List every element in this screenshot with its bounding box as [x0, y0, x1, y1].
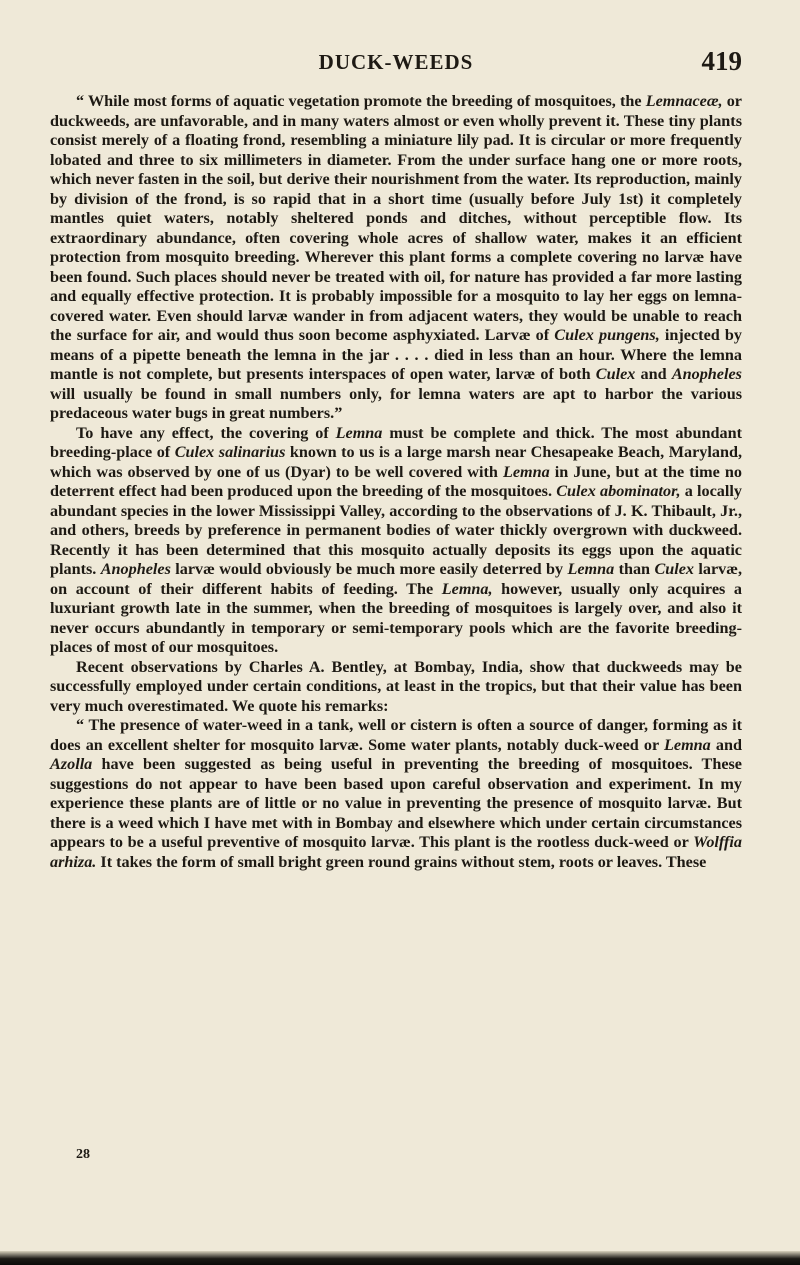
text-run: known to us is a large marsh near Chesapeake Beach, Maryland, which was observed by one of us (Dyar) to be well covered with	[50, 443, 742, 481]
text-run: will usually be found in small numbers only, for lemna waters are apt to harbor the various predaceous water bugs in great numbers.”	[50, 384, 742, 422]
text-run: than	[614, 560, 655, 578]
italic-term: Lemna	[502, 462, 550, 481]
italic-term: Lemnaceæ,	[645, 92, 723, 110]
text-run: however, usually only acquires a luxuriant growth late in the summer, when the breeding of mosquitoes is largely over, and also it never occurs abundantly in temporary or semi-temporary pools which are the favorite breeding-places of most of our mosquitoes.	[50, 579, 743, 656]
italic-term: Lemna	[664, 735, 711, 754]
text-run: “ The presence of water-weed in a tank, well or cistern is often a source of danger, forming as it does an excellent shelter for mosquito larvæ. Some water plants, notably duck-weed or	[50, 716, 742, 754]
italic-term: Lemna,	[441, 579, 493, 598]
italic-term: Azolla	[50, 755, 93, 773]
page-number: 419	[701, 46, 742, 76]
text-run: To have any effect, the covering of	[76, 423, 336, 442]
paragraph	[50, 424, 742, 658]
italic-term: Culex	[595, 365, 636, 383]
paragraph	[50, 716, 742, 872]
text-run: larvæ would obviously be much more easily deterred by	[170, 560, 568, 578]
italic-term: Anopheles	[100, 560, 171, 578]
italic-term: Wolffia arhiza.	[50, 833, 742, 871]
text-run: must be complete and thick. The most abundant breeding-place of	[50, 423, 742, 461]
italic-term: Culex abominator,	[556, 482, 681, 500]
text-run: It takes the form of small bright green round grains without stem, roots or leaves. These	[96, 852, 707, 871]
text-run: have been suggested as being useful in preventing the breeding of mosquitoes. These suggestions do not appear to have been based upon careful observation and experiment. In my experience these plants are of little or no value in preventing the presence of mosquito larvæ. But there is a weed which I have met with in Bombay and elsewhere which under certain circumstances appears to be a useful preventive of mosquito larvæ. This plant is the rootless duck-weed or	[50, 755, 742, 851]
text-run: “ While most forms of aquatic vegetation promote the breeding of mosquitoes, the	[76, 92, 646, 110]
page-bottom-edge	[0, 1251, 800, 1265]
text-run: in June, but at the time no deterrent effect had been produced upon the breeding of the mosquitoes.	[50, 462, 742, 500]
italic-term: Lemna	[335, 423, 383, 442]
body-text	[50, 92, 742, 872]
italic-term: Lemna	[567, 560, 615, 578]
italic-term: Culex pungens,	[554, 326, 660, 344]
italic-term: Anopheles	[671, 365, 742, 383]
text-run: or duckweeds, are unfavorable, and in many waters almost or even wholly prevent it. These tiny plants consist merely of a floating frond, resembling a miniature lily pad. It is circular or more frequently lobated and three to six millimeters in diameter. From the under surface hang one or more roots, which never fasten in the soil, but derive their nourishment from the water. Its reproduction, mainly by division of the frond, is so rapid that in a short time (usually before July 1st) it completely mantles quiet waters, notably sheltered ponds and ditches, without perceptible flow. Its extraordinary abundance, often covering whole acres of shallow water, makes it an efficient protection from mosquito breeding. Wherever this plant forms a complete covering no larvæ have been found. Such places should never be treated with oil, for nature has provided a far more lasting and equally effective protection. It is probably impossible for a mosquito to lay her eggs on lemna-covered water. Even should larvæ wander in from adjacent waters, they would be unable to reach the surface for air, and would thus soon become asphyxiated. Larvæ of	[50, 92, 742, 344]
italic-term: Culex	[654, 560, 695, 578]
italic-term: Culex salinarius	[174, 443, 286, 461]
text-run: a locally abundant species in the lower Mississippi Valley, according to the observations of J. K. Thibault, Jr., and others, breeds by preference in permanent bodies of water thickly overgrown with duckweed. Recently it has been determined that this mosquito actually deposits its eggs upon the aquatic plants.	[50, 482, 742, 578]
paragraph	[50, 92, 742, 424]
text-run: injected by means of a pipette beneath the lemna in the jar . . . . died in less than an hour. Where the lemna mantle is not complete, but presents interspaces of open water, larvæ of both	[50, 326, 743, 383]
paragraph	[50, 658, 742, 717]
page-header	[50, 46, 742, 82]
signature-mark: 28	[76, 1147, 90, 1162]
text-run: larvæ, on account of their different habits of feeding. The	[50, 560, 742, 598]
text-run: and	[635, 365, 672, 383]
text-run: and	[710, 735, 742, 754]
text-run: Recent observations by Charles A. Bentley, at Bombay, India, show that duckweeds may be successfully employed under certain conditions, at least in the tropics, but that their value has been very much overestimated. We quote his remarks:	[50, 657, 742, 715]
running-title: DUCK-WEEDS	[318, 50, 474, 74]
